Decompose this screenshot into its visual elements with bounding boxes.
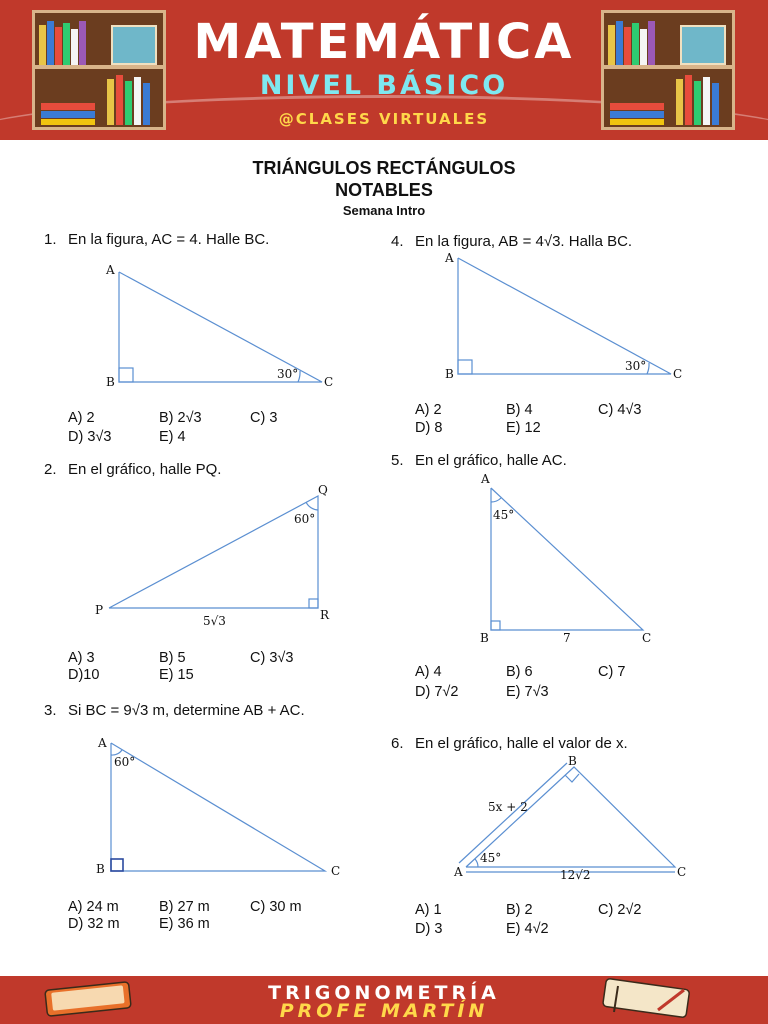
- option-c[interactable]: C) 2√2: [598, 902, 642, 918]
- side-label-pr: 5√3: [203, 614, 226, 628]
- problem-3-figure: [93, 735, 353, 885]
- option-b[interactable]: B) 4: [506, 402, 533, 418]
- problem-number: 6.: [391, 735, 404, 752]
- vertex-label-a: A: [454, 865, 463, 879]
- notebook-left-icon: [40, 980, 136, 1016]
- option-a[interactable]: A) 3: [68, 650, 95, 666]
- problem-6-figure: [450, 752, 700, 887]
- option-d[interactable]: D) 7√2: [415, 684, 459, 700]
- vertex-label-r: R: [320, 608, 330, 622]
- problem-text: En el gráfico, halle PQ.: [68, 461, 222, 478]
- header-subtitle: NIVEL BÁSICO: [259, 70, 509, 101]
- header-tagline: @CLASES VIRTUALES: [278, 110, 490, 128]
- vertex-label-c: C: [324, 375, 334, 389]
- vertex-label-c: C: [331, 864, 341, 878]
- option-c[interactable]: C) 3: [250, 410, 278, 426]
- vertex-label-b: B: [568, 754, 577, 768]
- option-a[interactable]: A) 2: [415, 402, 442, 418]
- problem-1-statement: [44, 231, 269, 248]
- vertex-label-q: Q: [318, 483, 328, 497]
- vertex-label-c: C: [673, 367, 683, 381]
- option-b[interactable]: B) 6: [506, 664, 533, 680]
- footer-line2: PROFE MARTÍN: [279, 1000, 489, 1022]
- option-d[interactable]: D) 32 m: [68, 916, 120, 932]
- vertex-label-c: C: [677, 865, 687, 879]
- problem-number: 5.: [391, 452, 404, 469]
- problem-4-statement: [391, 233, 632, 250]
- option-b[interactable]: B) 2√3: [159, 410, 202, 426]
- option-b[interactable]: B) 5: [159, 650, 186, 666]
- problem-number: 2.: [44, 461, 57, 478]
- option-b[interactable]: B) 27 m: [159, 899, 210, 915]
- angle-label: 30°: [277, 367, 299, 381]
- problem-text: En la figura, AC = 4. Halle BC.: [68, 231, 270, 248]
- option-b[interactable]: B) 2: [506, 902, 533, 918]
- problem-number: 4.: [391, 233, 404, 250]
- side-label-bc: 7: [563, 631, 571, 645]
- option-e[interactable]: E) 7√3: [506, 684, 549, 700]
- option-e[interactable]: E) 4√2: [506, 921, 549, 937]
- option-a[interactable]: A) 1: [415, 902, 442, 918]
- vertex-label-a: A: [481, 472, 490, 486]
- vertex-label-b: B: [480, 631, 489, 645]
- problem-text: En la figura, AB = 4√3. Halla BC.: [415, 233, 633, 250]
- option-e[interactable]: E) 4: [159, 429, 186, 445]
- problem-5-statement: [391, 452, 567, 469]
- vertex-label-a: A: [106, 263, 115, 277]
- vertex-label-b: B: [106, 375, 115, 389]
- option-d[interactable]: D) 8: [415, 420, 443, 436]
- problem-2-statement: [44, 461, 221, 478]
- vertex-label-b: B: [96, 862, 105, 876]
- notebook-right-icon: [598, 980, 694, 1016]
- angle-label: 60°: [294, 512, 316, 526]
- bookshelf-left-image: [32, 10, 166, 130]
- angle-label: 45°: [480, 851, 502, 865]
- vertex-label-a: A: [98, 736, 107, 750]
- vertex-label-a: A: [445, 251, 454, 265]
- problem-1-figure: [100, 262, 340, 392]
- problem-text: Si BC = 9√3 m, determine AB + AC.: [68, 702, 305, 719]
- vertex-label-b: B: [445, 367, 454, 381]
- option-c[interactable]: C) 3√3: [250, 650, 294, 666]
- angle-label: 45°: [493, 508, 515, 522]
- problem-5-figure: [475, 470, 665, 650]
- option-e[interactable]: E) 15: [159, 667, 194, 683]
- problem-2-figure: [95, 480, 345, 630]
- document-subtitle: Semana Intro: [342, 203, 426, 218]
- problem-text: En el gráfico, halle AC.: [415, 452, 567, 469]
- option-d[interactable]: D) 3√3: [68, 429, 112, 445]
- problem-number: 1.: [44, 231, 57, 248]
- option-c[interactable]: C) 30 m: [250, 899, 302, 915]
- angle-label: 60°: [114, 755, 136, 769]
- option-d[interactable]: D) 3: [415, 921, 443, 937]
- option-c[interactable]: C) 4√3: [598, 402, 642, 418]
- option-e[interactable]: E) 36 m: [159, 916, 210, 932]
- option-d[interactable]: D)10: [68, 667, 100, 683]
- problem-6-statement: [391, 735, 628, 752]
- side-label-ac: 12√2: [560, 868, 591, 882]
- option-c[interactable]: C) 7: [598, 664, 626, 680]
- option-a[interactable]: A) 24 m: [68, 899, 119, 915]
- vertex-label-p: P: [95, 603, 104, 617]
- problem-text: En el gráfico, halle el valor de x.: [415, 735, 628, 752]
- option-a[interactable]: A) 4: [415, 664, 442, 680]
- option-a[interactable]: A) 2: [68, 410, 95, 426]
- problem-number: 3.: [44, 702, 57, 719]
- option-e[interactable]: E) 12: [506, 420, 541, 436]
- header-title: MATEMÁTICA: [193, 14, 575, 70]
- document-title-line2: NOTABLES: [335, 180, 433, 200]
- vertex-label-c: C: [642, 631, 652, 645]
- bookshelf-right-image: [601, 10, 735, 130]
- problem-4-figure: [440, 250, 700, 385]
- problem-3-statement: [44, 702, 305, 719]
- footer-line1: TRIGONOMETRÍA: [268, 982, 500, 1004]
- angle-label: 30°: [625, 359, 647, 373]
- side-label-ab: 5x + 2: [488, 800, 528, 814]
- document-title-line1: TRIÁNGULOS RECTÁNGULOS: [252, 158, 516, 178]
